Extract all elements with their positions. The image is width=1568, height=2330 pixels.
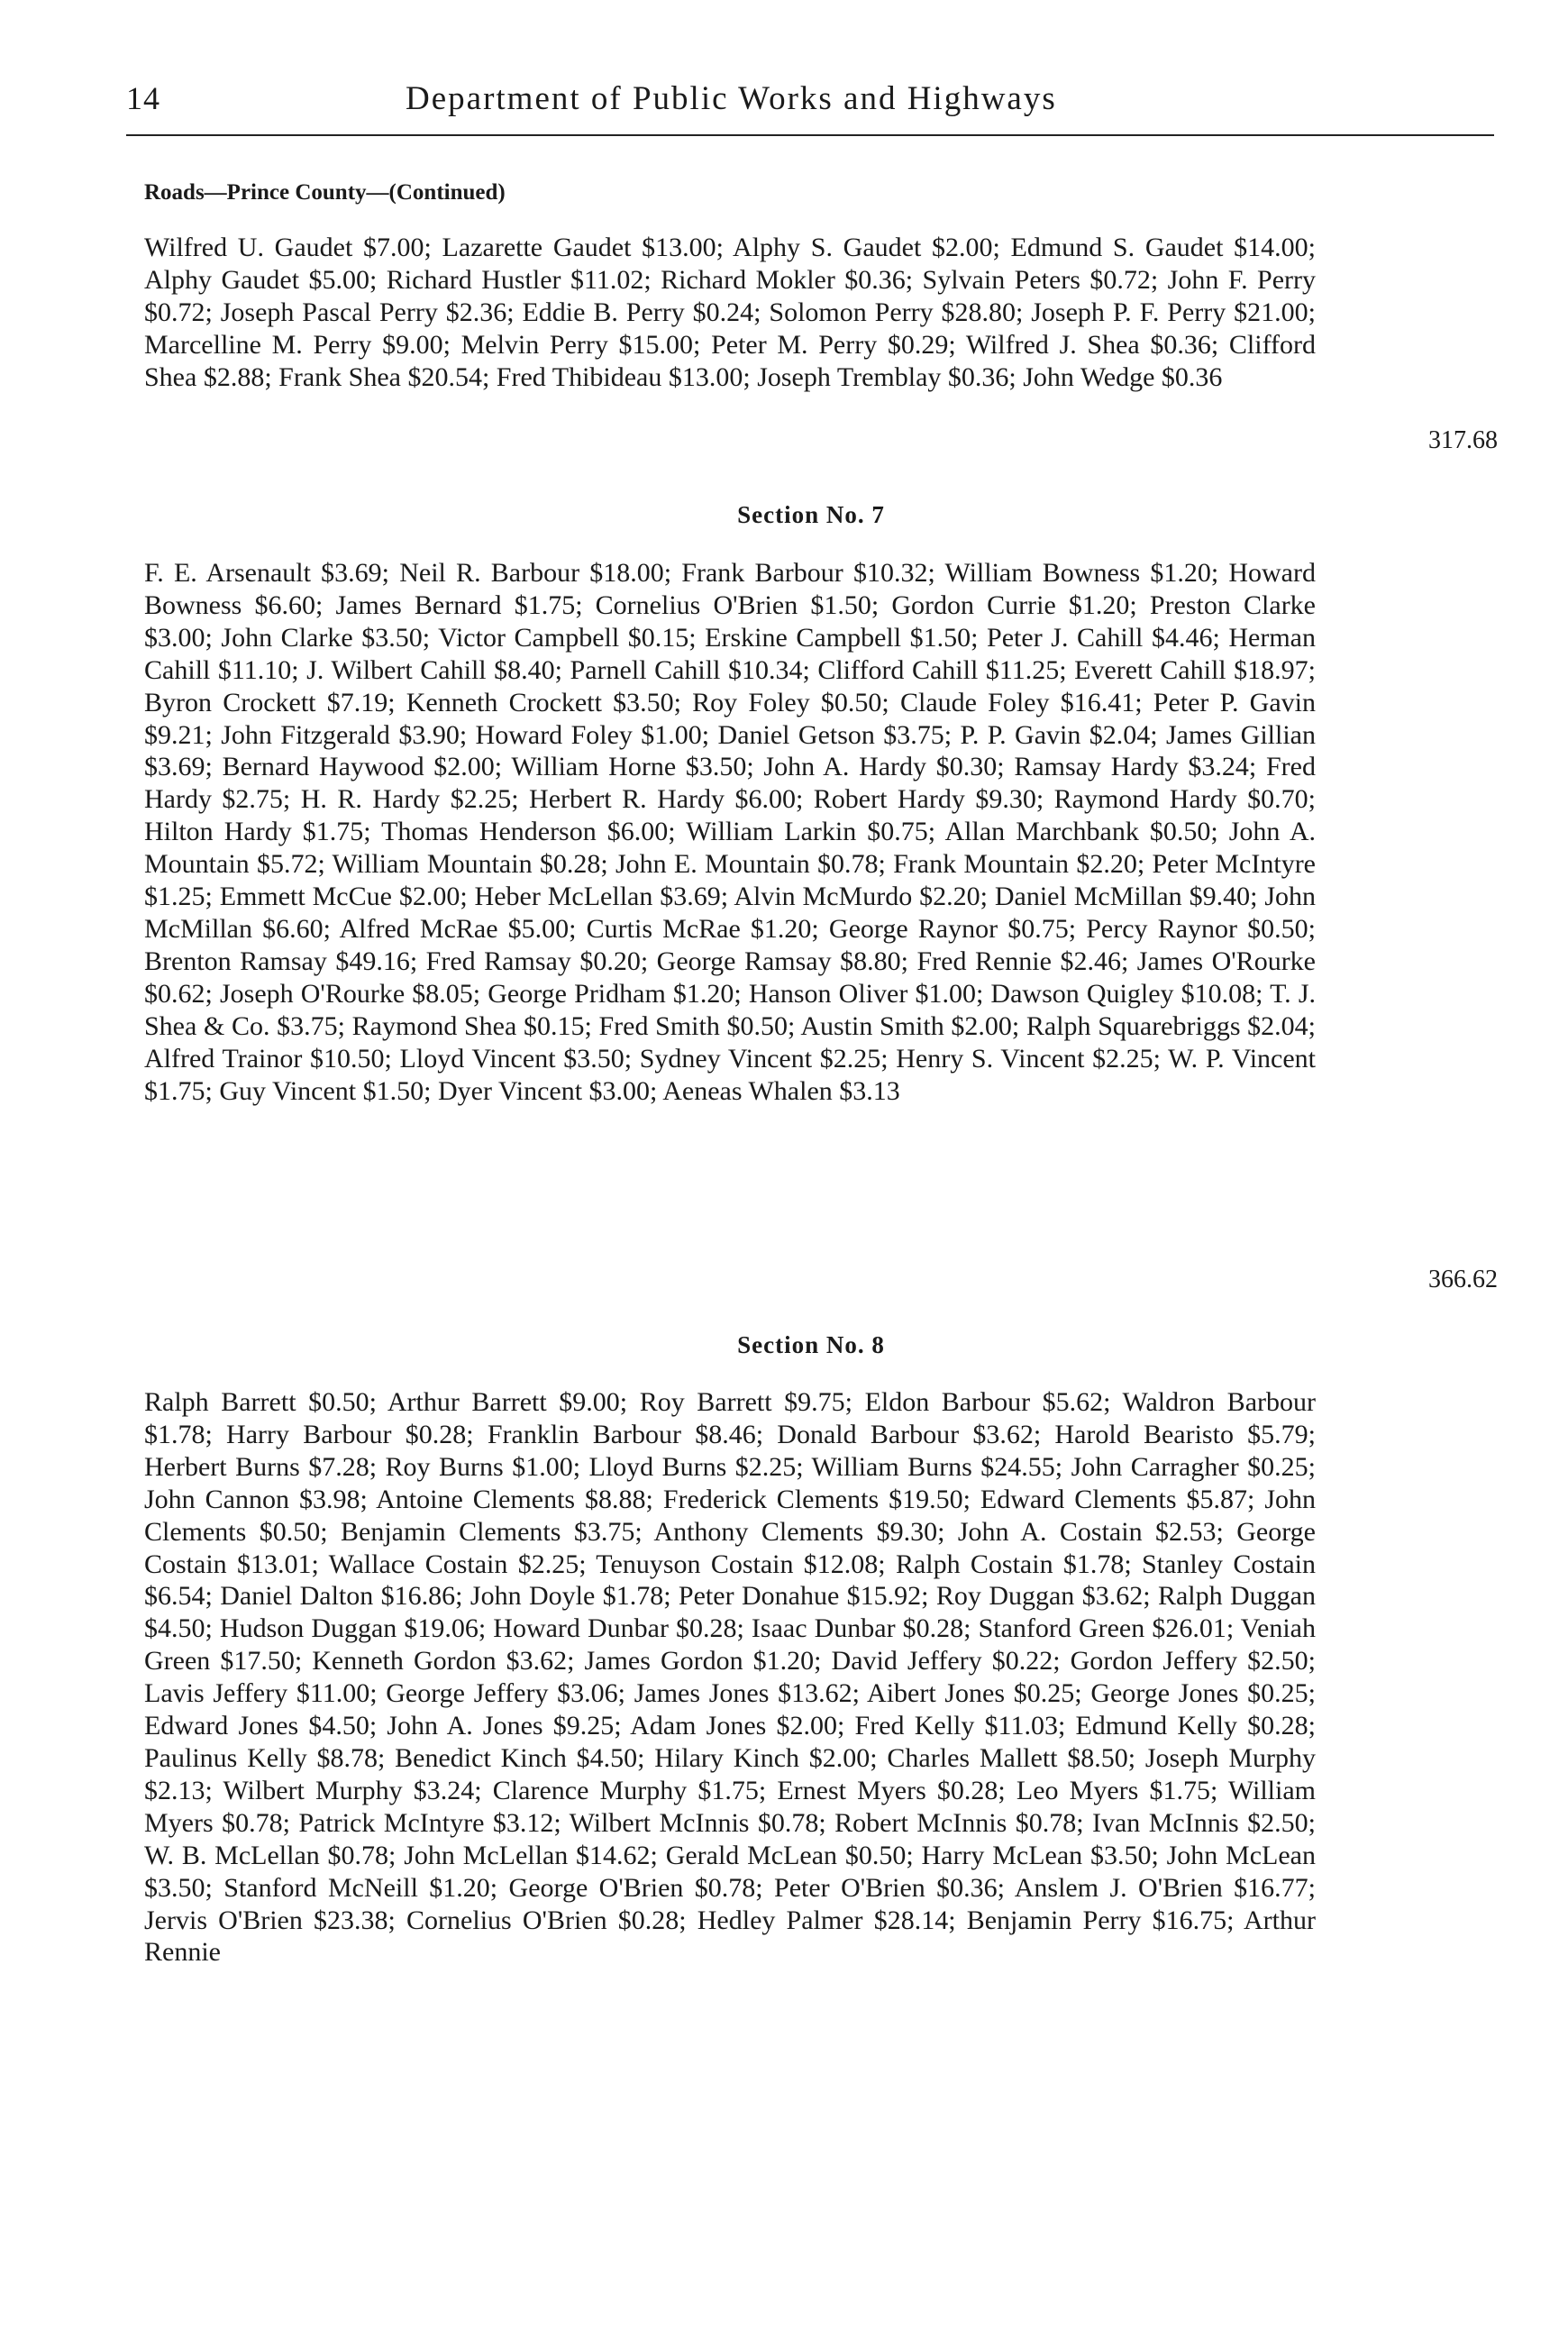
entry-total-continued: 317.68 [1428, 426, 1498, 454]
section-heading-7: Section No. 7 [737, 501, 885, 528]
entry-paragraph-continued: Wilfred U. Gaudet $7.00; Lazarette Gaudet $13.00; Alphy S. Gaudet $2.00; Edmund S. Gaudet $14.00; Alphy Gaudet $5.00; Richard Hustler $11.02; Richard Mokler $0.36; Sylvain Peters $0.72; John F. Perry $0.72; Joseph Pascal Perry $2.36; Eddie B. Perry $0.24; Solomon Perry $28.80; Joseph P. F. Perry $21.00; Marcelline M. Perry $9.00; Melvin Perry $15.00; Peter M. Perry $0.29; Wilfred J. Shea $0.36; Clifford Shea $2.88; Frank Shea $20.54; Fred Thibideau $13.00; Joseph Tremblay $0.36; John Wedge $0.36 [144, 233, 1316, 392]
section-heading-8: Section No. 8 [737, 1331, 885, 1358]
entry-total-section-7: 366.62 [1428, 1266, 1498, 1293]
entry-paragraph-section-7: F. E. Arsenault $3.69; Neil R. Barbour $18.00; Frank Barbour $10.32; William Bowness $1.20; Howard Bowness $6.60; James Bernard $1.75; Cornelius O'Brien $1.50; Gordon Currie $1.20; Preston Clarke $3.00; John Clarke $3.50; Victor Campbell $0.15; Erskine Campbell $1.50; Peter J. Cahill $4.46; Herman Cahill $11.10; J. Wilbert Cahill $8.40; Parnell Cahill $10.34; Clifford Cahill $11.25; Everett Cahill $18.97; Byron Crockett $7.19; Kenneth Crockett $3.50; Roy Foley $0.50; Claude Foley $16.41; Peter P. Gavin $9.21; John Fitzgerald $3.90; Howard Foley $1.00; Daniel Getson $3.75; P. P. Gavin $2.04; James Gillian $3.69; Bernard Haywood $2.00; William Horne $3.50; John A. Hardy $0.30; Ramsay Hardy $3.24; Fred Hardy $2.75; H. R. Hardy $2.25; Herbert R. Hardy $6.00; Robert Hardy $9.30; Raymond Hardy $0.70; Hilton Hardy $1.75; Thomas Henderson $6.00; William Larkin $0.75; Allan Marchbank $0.50; John A. Mountain $5.72; William Mountain $0.28; John E. Mountain $0.78; Frank Mountain $2.20; Peter McIntyre $1.25; Emmett McCue $2.00; Heber McLellan $3.69; Alvin McMurdo $2.20; Daniel McMillan $9.40; John McMillan $6.60; Alfred McRae $5.00; Curtis McRae $1.20; George Raynor $0.75; Percy Raynor $0.50; Brenton Ramsay $49.16; Fred Ramsay $0.20; George Ramsay $8.80; Fred Rennie $2.46; James O'Rourke $0.62; Joseph O'Rourke $8.05; George Pridham $1.20; Hanson Oliver $1.00; Dawson Quigley $10.08; T. J. Shea & Co. $3.75; Raymond Shea $0.15; Fred Smith $0.50; Austin Smith $2.00; Ralph Squarebriggs $2.04; Alfred Trainor $10.50; Lloyd Vincent $3.50; Sydney Vincent $2.25; Henry S. Vincent $2.25; W. P. Vincent $1.75; Guy Vincent $1.50; Dyer Vincent $3.00; Aeneas Whalen $3.13 [144, 558, 1316, 1106]
running-title: Department of Public Works and Highways [406, 80, 1057, 117]
page-header [126, 79, 1496, 132]
header-rule [126, 134, 1494, 136]
continued-heading: Roads—Prince County—(Continued) [144, 180, 506, 205]
entry-paragraph-section-8: Ralph Barrett $0.50; Arthur Barrett $9.00; Roy Barrett $9.75; Eldon Barbour $5.62; Waldron Barbour $1.78; Harry Barbour $0.28; Franklin Barbour $8.46; Donald Barbour $3.62; Harold Bearisto $5.79; Herbert Burns $7.28; Roy Burns $1.00; Lloyd Burns $2.25; William Burns $24.55; John Carragher $0.25; John Cannon $3.98; Antoine Clements $8.88; Frederick Clements $19.50; Edward Clements $5.87; John Clements $0.50; Benjamin Clements $3.75; Anthony Clements $9.30; John A. Costain $2.53; George Costain $13.01; Wallace Costain $2.25; Tenuyson Costain $12.08; Ralph Costain $1.78; Stanley Costain $6.54; Daniel Dalton $16.86; John Doyle $1.78; Peter Donahue $15.92; Roy Duggan $3.62; Ralph Duggan $4.50; Hudson Duggan $19.06; Howard Dunbar $0.28; Isaac Dunbar $0.28; Stanford Green $26.01; Veniah Green $17.50; Kenneth Gordon $3.62; James Gordon $1.20; David Jeffery $0.22; Gordon Jeffery $2.50; Lavis Jeffery $11.00; George Jeffery $3.06; James Jones $13.62; Aibert Jones $0.25; George Jones $0.25; Edward Jones $4.50; John A. Jones $9.25; Adam Jones $2.00; Fred Kelly $11.03; Edmund Kelly $0.28; Paulinus Kelly $8.78; Benedict Kinch $4.50; Hilary Kinch $2.00; Charles Mallett $8.50; Joseph Murphy $2.13; Wilbert Murphy $3.24; Clarence Murphy $1.75; Ernest Myers $0.28; Leo Myers $1.75; William Myers $0.78; Patrick McIntyre $3.12; Wilbert McInnis $0.78; Robert McInnis $0.78; Ivan McInnis $2.50; W. B. McLellan $0.78; John McLellan $14.62; Gerald McLean $0.50; Harry McLean $3.50; John McLean $3.50; Stanford McNeill $1.20; George O'Brien $0.78; Peter O'Brien $0.36; Anslem J. O'Brien $16.77; Jervis O'Brien $23.38; Cornelius O'Brien $0.28; Hedley Palmer $28.14; Benjamin Perry $16.75; Arthur Rennie [144, 1387, 1316, 1968]
page-number: 14 [126, 80, 160, 116]
